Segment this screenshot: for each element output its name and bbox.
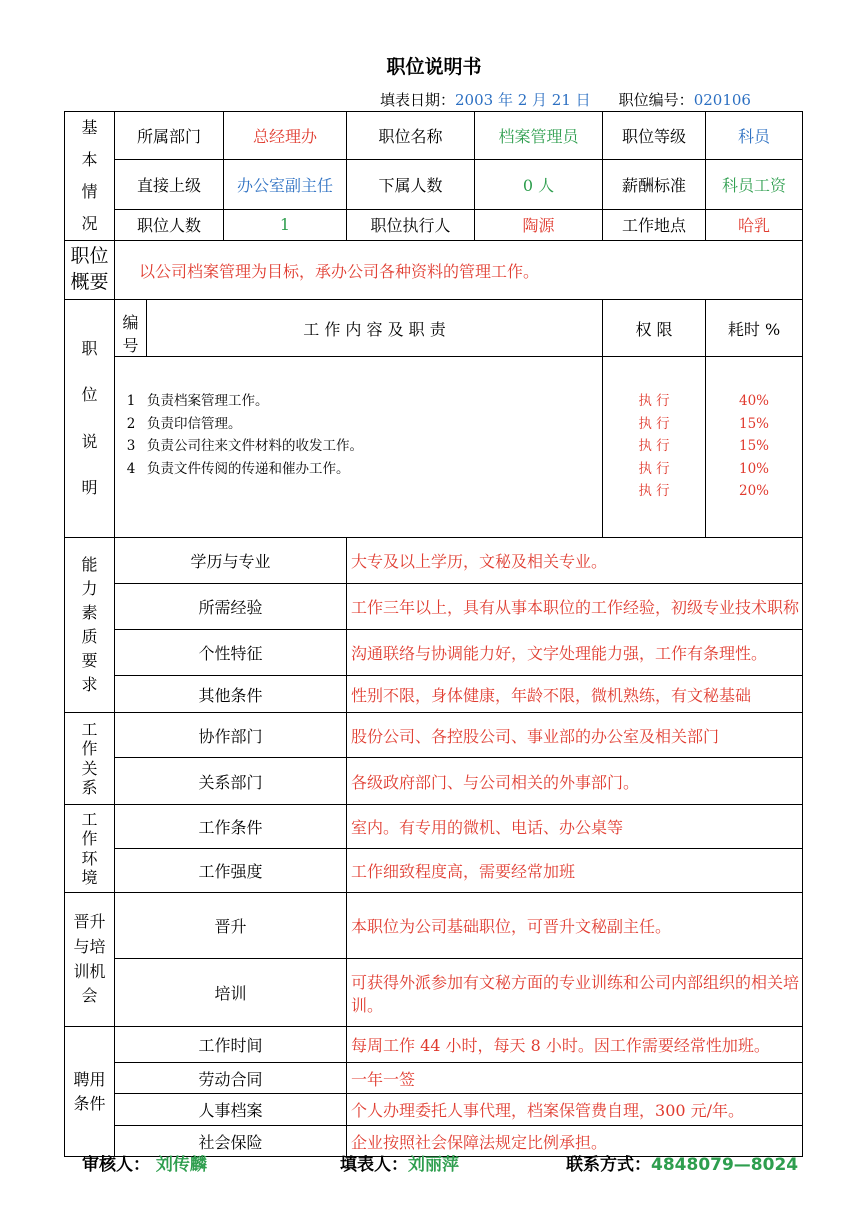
location-label: 工作地点 <box>603 209 706 240</box>
superior-value: 办公室副主任 <box>224 160 347 209</box>
dept-value: 总经理办 <box>224 112 347 160</box>
employment-value: 一年一签 <box>347 1063 803 1094</box>
employment-label: 人事档案 <box>115 1094 347 1126</box>
job-no: 020106 <box>693 91 751 109</box>
ability-value: 大专及以上学历，文秘及相关专业。 <box>347 538 803 584</box>
subordinates-label: 下属人数 <box>347 160 475 209</box>
salary-value: 科员工资 <box>706 160 803 209</box>
job-description-table <box>64 111 803 1157</box>
salary-label: 薪酬标准 <box>603 160 706 209</box>
relation-label: 关系部门 <box>115 758 347 805</box>
promotion-value: 本职位为公司基础职位，可晋升文秘副主任。 <box>347 893 803 959</box>
employment-label: 工作时间 <box>115 1027 347 1063</box>
ability-label: 个性特征 <box>115 630 347 676</box>
section-promotion: 晋升 与培 训机 会 <box>65 893 115 1027</box>
section-duties: 职 位 说 明 <box>65 300 115 538</box>
ability-value: 工作三年以上，具有从事本职位的工作经验，初级专业技术职称 <box>347 584 803 630</box>
holder-label: 职位执行人 <box>347 209 475 240</box>
holder-value: 陶源 <box>475 209 603 240</box>
col-content-header: 工 作 内 容 及 职 责 <box>147 300 603 357</box>
col-no-header: 编号 <box>115 300 147 357</box>
authority-list: 执 行 执 行 执 行 执 行 执 行 <box>603 357 706 538</box>
ability-value: 沟通联络与协调能力好，文字处理能力强，工作有条理性。 <box>347 630 803 676</box>
fill-date-label: 填表日期： <box>380 91 456 109</box>
section-ability: 能 力 素 质 要 求 <box>65 538 115 713</box>
ability-label: 所需经验 <box>115 584 347 630</box>
level-value: 科员 <box>706 112 803 160</box>
job-no-label: 职位编号： <box>618 91 694 109</box>
fill-date: 2003 年 2 月 21 日 <box>455 91 591 109</box>
ability-label: 其他条件 <box>115 676 347 713</box>
col-time-header: 耗时 % <box>706 300 803 357</box>
name-label: 职位名称 <box>347 112 475 160</box>
filler: 填表人：刘丽萍 <box>340 1155 459 1175</box>
employment-label: 社会保险 <box>115 1126 347 1157</box>
section-environment: 工 作 环 境 <box>65 805 115 893</box>
summary-text: 以公司档案管理为目标，承办公司各种资料的管理工作。 <box>115 241 803 300</box>
relation-value: 各级政府部门、与公司相关的外事部门。 <box>347 758 803 805</box>
environment-label: 工作条件 <box>115 805 347 849</box>
time-list: 40% 15% 15% 10% 20% <box>706 357 803 538</box>
relation-label: 协作部门 <box>115 713 347 758</box>
header-meta <box>380 89 751 110</box>
section-relations: 工 作 关 系 <box>65 713 115 805</box>
location-value: 哈乳 <box>706 209 803 240</box>
name-value: 档案管理员 <box>475 112 603 160</box>
employment-value: 企业按照社会保障法规定比例承担。 <box>347 1126 803 1157</box>
environment-value: 室内。有专用的微机、电话、办公桌等 <box>347 805 803 849</box>
contact: 联系方式：4848079—8024 <box>566 1155 799 1175</box>
reviewer: 审核人： 刘传麟 <box>82 1155 207 1175</box>
duty-item: 2 负责印信管理。 <box>126 415 242 432</box>
training-value: 可获得外派参加有文秘方面的专业训练和公司内部组织的相关培训。 <box>347 959 803 1027</box>
superior-label: 直接上级 <box>115 160 224 209</box>
page-title: 职位说明书 <box>386 56 482 78</box>
ability-label: 学历与专业 <box>115 538 347 584</box>
relation-value: 股份公司、各控股公司、事业部的办公室及相关部门 <box>347 713 803 758</box>
training-label: 培训 <box>115 959 347 1027</box>
headcount-label: 职位人数 <box>115 209 224 240</box>
ability-value: 性别不限，身体健康，年龄不限，微机熟练，有文秘基础 <box>347 676 803 713</box>
subordinates-value: 0 人 <box>475 160 603 209</box>
duty-list <box>115 357 603 538</box>
promotion-label: 晋升 <box>115 893 347 959</box>
duty-item: 1 负责档案管理工作。 <box>126 393 269 409</box>
dept-label: 所属部门 <box>115 112 224 160</box>
section-employment: 聘用 条件 <box>65 1027 115 1157</box>
duty-item: 3 负责公司往来文件材料的收发工作。 <box>126 438 363 454</box>
duty-item: 4 负责文件传阅的传递和催办工作。 <box>126 460 350 477</box>
headcount-value: 1 <box>224 209 347 240</box>
employment-label: 劳动合同 <box>115 1063 347 1094</box>
employment-value: 每周工作 44 小时，每天 8 小时。因工作需要经常性加班。 <box>347 1027 803 1063</box>
section-basic: 基 本 情 况 <box>65 112 115 241</box>
environment-label: 工作强度 <box>115 849 347 893</box>
col-authority-header: 权 限 <box>603 300 706 357</box>
employment-value: 个人办理委托人事代理，档案保管费自理，300 元/年。 <box>347 1094 803 1126</box>
section-summary: 职位概要 <box>65 241 115 300</box>
environment-value: 工作细致程度高，需要经常加班 <box>347 849 803 893</box>
level-label: 职位等级 <box>603 112 706 160</box>
